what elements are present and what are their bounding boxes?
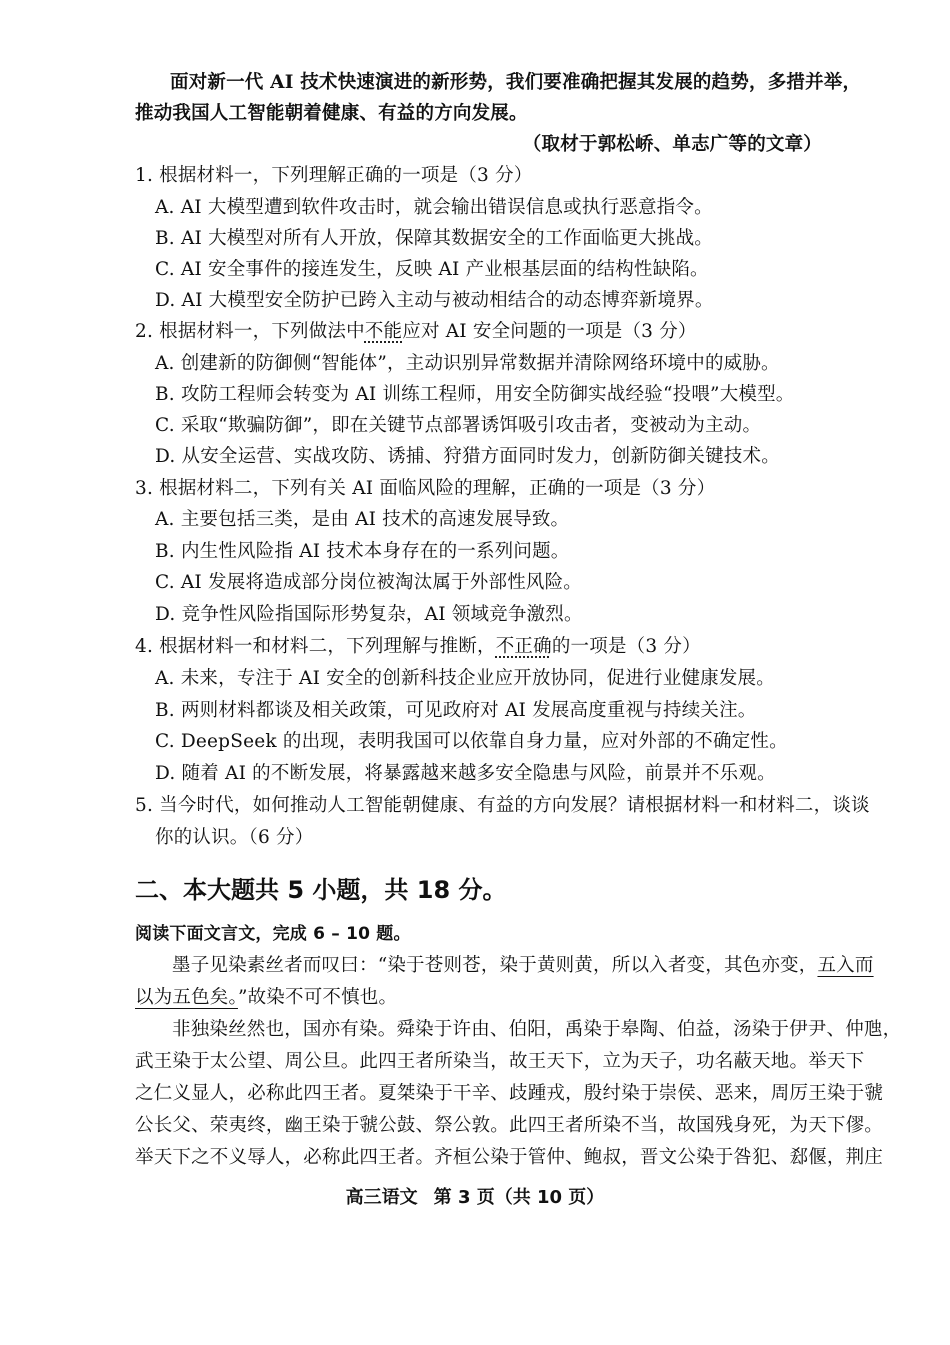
intro-line-1: 面对新一代 AI 技术快速演进的新形势，我们要准确把握其发展的趋势，多措并举， [170,72,862,93]
classical-para-1-line-2-text: ”故染不可不慎也。 [237,987,398,1008]
footer-page-number: 第 3 页（共 10 页） [433,1187,605,1208]
question-4-stem-emphasis: 不正确 [495,636,552,657]
question-4-stem [135,634,701,660]
question-1-option-a: A. AI 大模型遭到软件攻击时，就会输出错误信息或执行恶意指令。 [155,197,713,218]
classical-para-2-line-2: 武王染于太公望、周公旦。此四王者所染当，故王天下，立为天子，功名蔽天地。举天下 [135,1051,865,1072]
question-3-stem: 3. 根据材料二，下列有关 AI 面临风险的理解，正确的一项是（3 分） [135,478,716,499]
question-2-stem-suffix: 应对 AI 安全问题的一项是（3 分） [402,321,697,342]
question-3-option-a: A. 主要包括三类，是由 AI 技术的高速发展导致。 [155,509,570,530]
question-2-stem [135,319,697,345]
question-5-stem-line-1: 5. 当今时代，如何推动人工智能朝健康、有益的方向发展？请根据材料一和材料二，谈谈 [135,795,870,816]
question-1-option-c: C. AI 安全事件的接连发生，反映 AI 产业根基层面的结构性缺陷。 [155,259,709,280]
question-1-option-d: D. AI 大模型安全防护已跨入主动与被动相结合的动态博弈新境界。 [155,290,714,311]
question-1-option-b: B. AI 大模型对所有人开放，保障其数据安全的工作面临更大挑战。 [155,228,714,249]
classical-para-2-line-1: 非独染丝然也，国亦有染。舜染于许由、伯阳，禹染于皋陶、伯益，汤染于伊尹、仲虺， [172,1019,902,1040]
classical-para-1-line-1-text: 墨子见染素丝者而叹曰：“染于苍则苍，染于黄则黄，所以入者变，其色亦变， [172,955,818,976]
question-4-option-a: A. 未来，专注于 AI 安全的创新科技企业应开放协同，促进行业健康发展。 [155,668,775,689]
classical-para-2-line-4: 公长父、荣夷终，幽王染于虢公鼓、祭公敦。此四王者所染不当，故国残身死，为天下僇。 [135,1115,884,1136]
source-note: （取材于郭松峤、单志广等的文章） [522,134,822,155]
question-2-option-c: C. 采取“欺骗防御”，即在关键节点部署诱饵吸引攻击者，变被动为主动。 [155,415,762,436]
section-two-heading: 二、本大题共 5 小题，共 18 分。 [135,876,507,904]
question-2-option-b: B. 攻防工程师会转变为 AI 训练工程师，用安全防御实战经验“投喂”大模型。 [155,384,795,405]
question-1-stem: 1. 根据材料一，下列理解正确的一项是（3 分） [135,165,533,186]
footer-subject: 高三语文 [345,1187,418,1208]
question-2-option-a: A. 创建新的防御侧“智能体”，主动识别异常数据并清除网络环境中的威胁。 [155,353,780,374]
question-5-stem-line-2: 你的认识。（6 分） [155,827,314,848]
classical-para-2-line-3: 之仁义显人，必称此四王者。夏桀染于干辛、歧踵戎，殷纣染于崇侯、恶来，周厉王染于虢 [135,1083,884,1104]
question-2-stem-emphasis: 不能 [364,321,403,342]
classical-para-1-line-1 [172,953,874,979]
question-4-stem-suffix: 的一项是（3 分） [551,636,701,657]
page-footer [0,1183,950,1209]
question-3-option-d: D. 竞争性风险指国际形势复杂，AI 领域竞争激烈。 [155,604,583,625]
question-3-option-b: B. 内生性风险指 AI 技术本身存在的一系列问题。 [155,541,570,562]
classical-para-2-line-5: 举天下之不义辱人，必称此四王者。齐桓公染于管仲、鲍叔，晋文公染于咎犯、郄偃，荆庄 [135,1147,884,1168]
question-2-stem-prefix: 2. 根据材料一，下列做法中 [135,321,365,342]
classical-para-1-line-2 [135,985,397,1011]
question-3-option-c: C. AI 发展将造成部分岗位被淘汰属于外部性风险。 [155,572,583,593]
intro-line-2: 推动我国人工智能朝着健康、有益的方向发展。 [135,103,528,124]
section-two-instruction: 阅读下面文言文，完成 6 – 10 题。 [135,924,411,944]
question-4-option-b: B. 两则材料都谈及相关政策，可见政府对 AI 发展高度重视与持续关注。 [155,700,757,721]
classical-para-1-underlined-b: 以为五色矣。 [135,987,238,1008]
question-2-option-d: D. 从安全运营、实战攻防、诱捕、狩猎方面同时发力，创新防御关键技术。 [155,446,780,467]
question-4-option-c: C. DeepSeek 的出现，表明我国可以依靠自身力量，应对外部的不确定性。 [155,731,788,752]
question-4-stem-prefix: 4. 根据材料一和材料二，下列理解与推断， [135,636,496,657]
classical-para-1-underlined-a: 五入而 [817,955,874,976]
question-4-option-d: D. 随着 AI 的不断发展，将暴露越来越多安全隐患与风险，前景并不乐观。 [155,763,776,784]
